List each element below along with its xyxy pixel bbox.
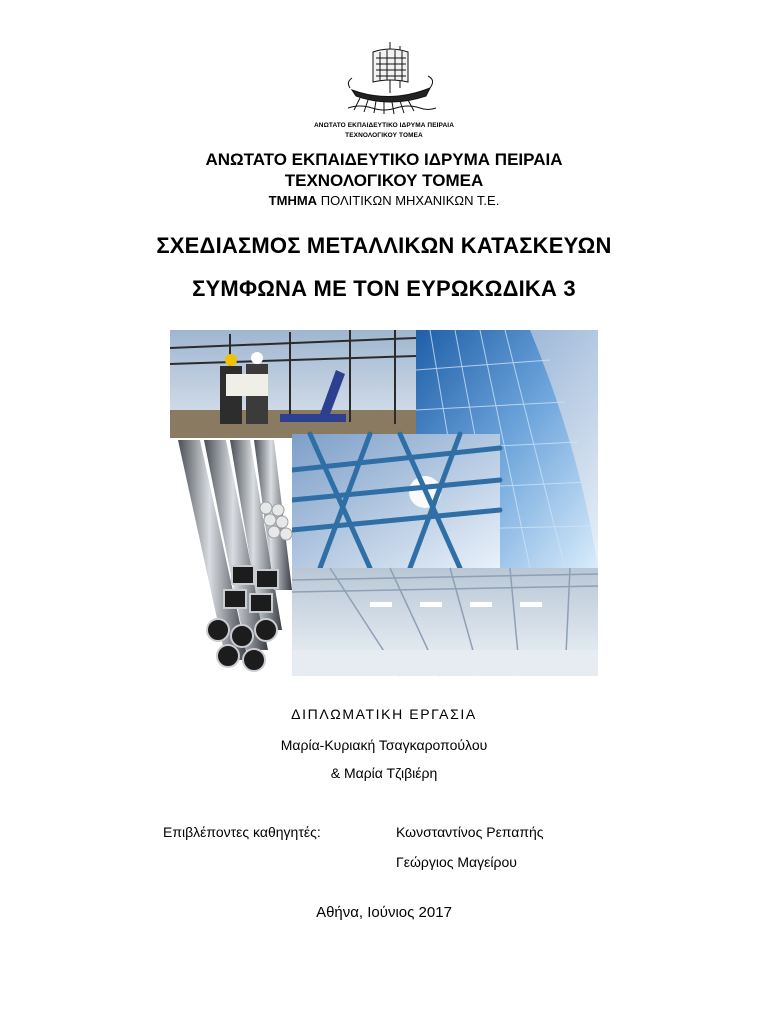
supervisors-label: Επιβλέποντες καθηγητές:	[163, 824, 321, 840]
place-date: Αθήνα, Ιούνιος 2017	[316, 904, 452, 921]
construction-site-photo	[170, 330, 416, 438]
institution-name: ΑΝΩΤΑΤΟ ΕΚΠΑΙΔΕΥΤΙΚΟ ΙΔΡΥΜΑ ΠΕΙΡΑΙΑ	[205, 150, 563, 169]
logo-caption-line1: ΑΝΩΤΑΤΟ ΕΚΠΑΙΔΕΥΤΙΚΟ ΙΔΡΥΜΑ ΠΕΙΡΑΙΑ	[313, 122, 454, 129]
department	[0, 193, 768, 208]
institution-sector: ΤΕΧΝΟΛΟΓΙΚΟΥ ΤΟΜΕΑ	[284, 171, 484, 190]
steel-truss-photo	[292, 434, 500, 568]
industrial-hall-photo	[292, 568, 598, 676]
author-1: Μαρία-Κυριακή Τσαγκαροπούλου	[280, 737, 488, 753]
steel-tubes-photo	[170, 438, 292, 688]
cover-image-collage	[170, 330, 598, 688]
ancient-ship-icon	[348, 42, 436, 114]
author-2: & Μαρία Τζιβιέρη	[330, 765, 438, 781]
institution-logo	[340, 38, 440, 116]
department-prefix: ΤΜΗΜΑ	[268, 193, 318, 208]
department-name: ΠΟΛΙΤΙΚΩΝ ΜΗΧΑΝΙΚΩΝ Τ.Ε.	[320, 193, 500, 208]
thesis-type: ΔΙΠΛΩΜΑΤΙΚΗ ΕΡΓΑΣΙΑ	[291, 706, 477, 722]
thesis-title-line2: ΣΥΜΦΩΝΑ ΜΕ ΤΟΝ ΕΥΡΩΚΩΔΙΚΑ 3	[192, 276, 576, 301]
supervisor-1: Κωνσταντίνος Ρεπαπής	[396, 824, 544, 840]
supervisor-2: Γεώργιος Μαγείρου	[396, 854, 517, 870]
thesis-title-line1: ΣΧΕΔΙΑΣΜΟΣ ΜΕΤΑΛΛΙΚΩΝ ΚΑΤΑΣΚΕΥΩΝ	[156, 233, 612, 258]
logo-caption-line2: ΤΕΧΝΟΛΟΓΙΚΟΥ ΤΟΜΕΑ	[345, 132, 423, 139]
